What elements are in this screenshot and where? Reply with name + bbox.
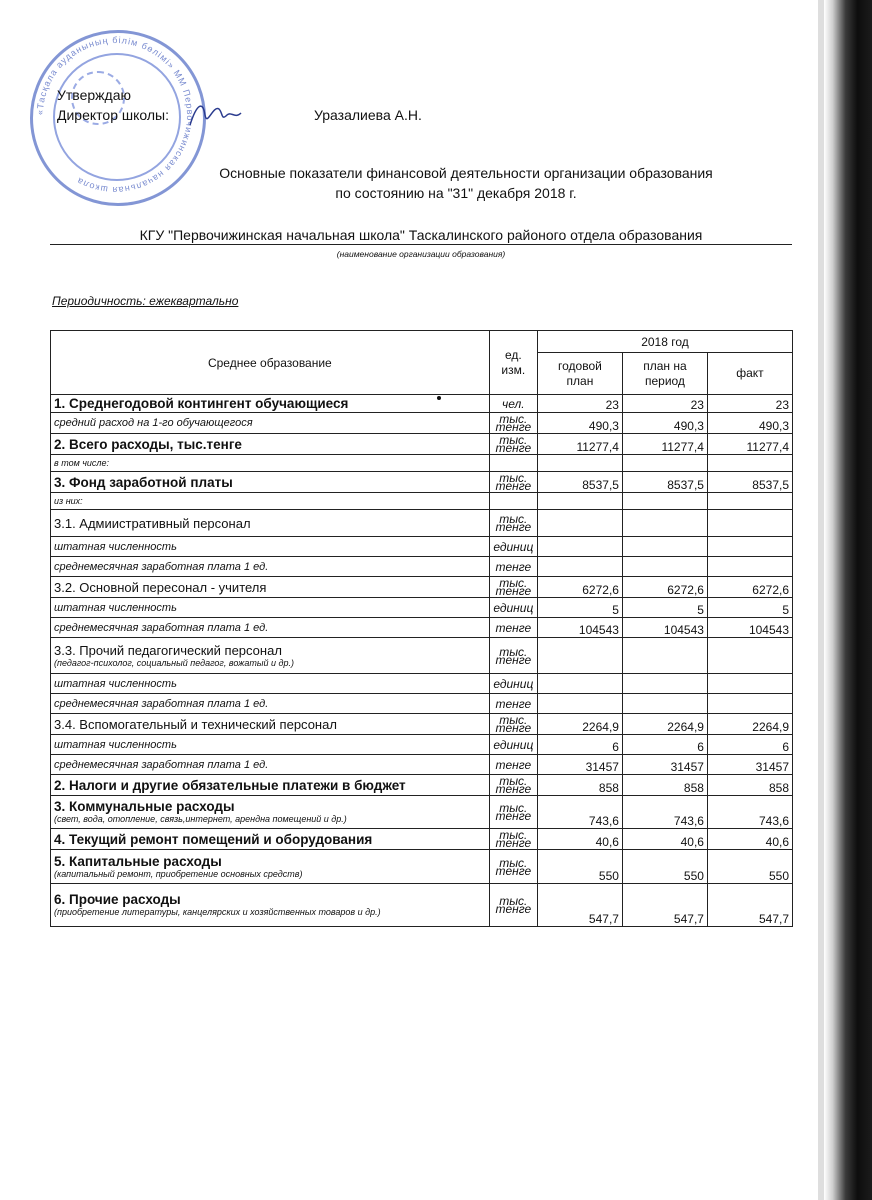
row-label: среднемесячная заработная плата 1 ед. <box>54 560 269 573</box>
row-period-plan: 858 <box>622 775 707 796</box>
organization-note: (наименование организации образования) <box>336 249 506 259</box>
row-annual-plan: 8537,5 <box>537 472 622 493</box>
row-name <box>51 735 490 755</box>
row-period-plan: 23 <box>622 395 707 413</box>
row-name <box>51 775 490 796</box>
table-row <box>51 884 793 927</box>
row-unit: тыс. тенге <box>489 829 537 850</box>
row-period-plan: 550 <box>622 850 707 884</box>
table-row <box>51 493 793 510</box>
row-annual-plan: 11277,4 <box>537 434 622 455</box>
row-fact: 858 <box>707 775 792 796</box>
row-annual-plan <box>537 557 622 577</box>
row-period-plan: 31457 <box>622 755 707 775</box>
header-annual-plan-line2: план <box>566 373 594 388</box>
row-annual-plan <box>537 694 622 714</box>
row-unit: тыс. тенге <box>489 472 537 493</box>
signature-icon <box>185 95 245 135</box>
table-row <box>51 434 793 455</box>
row-name <box>51 577 490 598</box>
row-unit: тыс. тенге <box>489 796 537 829</box>
row-period-plan <box>622 510 707 537</box>
row-fact: 6272,6 <box>707 577 792 598</box>
row-annual-plan: 5 <box>537 598 622 618</box>
row-period-plan <box>622 557 707 577</box>
header-period-plan <box>622 353 707 395</box>
row-annual-plan <box>537 674 622 694</box>
row-annual-plan: 6272,6 <box>537 577 622 598</box>
row-sublabel: (приобретение литературы, канцелярских и хозяйственных товаров и др.) <box>54 907 381 917</box>
header-name: Среднее образование <box>51 331 490 395</box>
row-name <box>51 493 490 510</box>
table-row <box>51 674 793 694</box>
row-fact: 23 <box>707 395 792 413</box>
title-line1: Основные показатели финансовой деятельности организации образования <box>219 165 713 181</box>
row-period-plan: 8537,5 <box>622 472 707 493</box>
row-fact: 490,3 <box>707 413 792 434</box>
row-unit: тенге <box>489 755 537 775</box>
row-name <box>51 850 490 884</box>
table-row <box>51 537 793 557</box>
row-unit <box>489 455 537 472</box>
row-unit: тенге <box>489 618 537 638</box>
row-annual-plan: 23 <box>537 395 622 413</box>
row-fact <box>707 510 792 537</box>
row-unit: тыс. тенге <box>489 413 537 434</box>
row-period-plan <box>622 455 707 472</box>
row-name <box>51 598 490 618</box>
row-label: штатная численность <box>54 738 177 751</box>
row-unit: тенге <box>489 557 537 577</box>
row-annual-plan <box>537 537 622 557</box>
row-period-plan <box>622 694 707 714</box>
table-row <box>51 510 793 537</box>
row-annual-plan: 6 <box>537 735 622 755</box>
row-fact: 550 <box>707 850 792 884</box>
row-unit: тыс. тенге <box>489 638 537 674</box>
row-fact: 5 <box>707 598 792 618</box>
row-label: из них: <box>54 496 83 506</box>
row-annual-plan: 550 <box>537 850 622 884</box>
row-annual-plan: 2264,9 <box>537 714 622 735</box>
row-name <box>51 510 490 537</box>
row-sublabel: (свет, вода, отопление, связь,интернет, арендна помещений и др.) <box>54 814 347 824</box>
row-unit: тыс. тенге <box>489 577 537 598</box>
row-fact: 40,6 <box>707 829 792 850</box>
row-period-plan: 490,3 <box>622 413 707 434</box>
row-label: 3.3. Прочий педагогический персонал <box>54 642 282 658</box>
row-fact <box>707 638 792 674</box>
row-period-plan <box>622 638 707 674</box>
row-name <box>51 455 490 472</box>
row-annual-plan <box>537 455 622 472</box>
row-name <box>51 755 490 775</box>
row-name <box>51 694 490 714</box>
row-label: 5. Капитальные расходы <box>54 853 222 869</box>
table-row <box>51 455 793 472</box>
table-row <box>51 557 793 577</box>
director-label: Директор школы: <box>57 107 169 123</box>
financial-table <box>50 330 793 927</box>
row-name <box>51 537 490 557</box>
row-fact: 31457 <box>707 755 792 775</box>
row-fact: 2264,9 <box>707 714 792 735</box>
header-year: 2018 год <box>537 331 792 353</box>
row-period-plan: 743,6 <box>622 796 707 829</box>
row-label: штатная численность <box>54 540 177 553</box>
row-period-plan: 5 <box>622 598 707 618</box>
row-name <box>51 674 490 694</box>
row-sublabel: (капитальный ремонт, приобретение основных средств) <box>54 868 303 879</box>
table-row <box>51 472 793 493</box>
approve-label: Утверждаю <box>57 87 131 103</box>
row-label: среднемесячная заработная плата 1 ед. <box>54 621 269 634</box>
row-fact: 8537,5 <box>707 472 792 493</box>
row-annual-plan <box>537 638 622 674</box>
row-label: 3.1. Адмиистративный персонал <box>54 515 251 531</box>
row-unit: тыс. тенге <box>489 714 537 735</box>
row-name <box>51 472 490 493</box>
row-period-plan: 6272,6 <box>622 577 707 598</box>
row-fact: 743,6 <box>707 796 792 829</box>
row-annual-plan: 40,6 <box>537 829 622 850</box>
row-label: 3.2. Основной пересонал - учителя <box>54 579 267 595</box>
row-annual-plan: 743,6 <box>537 796 622 829</box>
row-label: среднемесячная заработная плата 1 ед. <box>54 758 269 771</box>
row-fact: 547,7 <box>707 884 792 927</box>
row-label: среднемесячная заработная плата 1 ед. <box>54 697 269 710</box>
row-name <box>51 638 490 674</box>
row-period-plan <box>622 493 707 510</box>
row-label: 1. Среднегодовой контингент обучающиеся <box>54 396 349 411</box>
row-name <box>51 884 490 927</box>
table-row <box>51 755 793 775</box>
organization-name: КГУ "Первочижинская начальная школа" Таскалинского районого отдела образования <box>50 227 792 245</box>
header-period-plan-line2: период <box>644 373 685 388</box>
row-name <box>51 395 490 413</box>
director-name: Уразалиева А.Н. <box>314 107 422 123</box>
table-row <box>51 735 793 755</box>
row-period-plan <box>622 674 707 694</box>
table-row <box>51 850 793 884</box>
row-period-plan: 40,6 <box>622 829 707 850</box>
row-name <box>51 413 490 434</box>
row-label: 3. Фонд заработной платы <box>54 474 233 490</box>
row-fact <box>707 537 792 557</box>
header-annual-plan <box>537 353 622 395</box>
row-unit: чел. <box>489 395 537 413</box>
table-row <box>51 598 793 618</box>
row-unit: тенге <box>489 694 537 714</box>
row-unit: единиц <box>489 537 537 557</box>
row-period-plan: 2264,9 <box>622 714 707 735</box>
row-name <box>51 796 490 829</box>
row-unit: тыс. тенге <box>489 434 537 455</box>
row-label: средний расход на 1-го обучающегося <box>54 417 253 429</box>
row-fact: 6 <box>707 735 792 755</box>
row-unit: тыс. тенге <box>489 850 537 884</box>
row-unit: единиц <box>489 598 537 618</box>
row-unit: тыс. тенге <box>489 775 537 796</box>
table-row <box>51 577 793 598</box>
table-row <box>51 395 793 413</box>
row-label: штатная численность <box>54 677 177 690</box>
row-label: 4. Текущий ремонт помещений и оборудования <box>54 831 373 847</box>
row-unit: единиц <box>489 674 537 694</box>
table-row <box>51 638 793 674</box>
row-annual-plan: 31457 <box>537 755 622 775</box>
row-label: 2. Налоги и другие обязательные платежи в бюджет <box>54 777 406 793</box>
row-annual-plan: 490,3 <box>537 413 622 434</box>
row-unit: тыс. тенге <box>489 510 537 537</box>
row-fact <box>707 557 792 577</box>
row-fact: 104543 <box>707 618 792 638</box>
row-period-plan: 6 <box>622 735 707 755</box>
table-row <box>51 796 793 829</box>
row-sublabel: (педагог-психолог, социальный педагог, вожатый и др.) <box>54 657 294 668</box>
table-row <box>51 413 793 434</box>
row-unit <box>489 493 537 510</box>
header-unit-line1: ед. <box>504 347 522 362</box>
row-period-plan: 104543 <box>622 618 707 638</box>
row-annual-plan <box>537 510 622 537</box>
row-name <box>51 557 490 577</box>
row-name <box>51 829 490 850</box>
table-row <box>51 694 793 714</box>
approval-block <box>57 85 422 125</box>
table-row <box>51 714 793 735</box>
row-label: 2. Всего расходы, тыс.тенге <box>54 436 242 452</box>
row-period-plan <box>622 537 707 557</box>
row-fact <box>707 493 792 510</box>
row-annual-plan: 104543 <box>537 618 622 638</box>
row-name <box>51 434 490 455</box>
row-name <box>51 618 490 638</box>
row-label: 6. Прочие расходы <box>54 892 181 907</box>
row-annual-plan: 547,7 <box>537 884 622 927</box>
periodicity: Периодичность: ежеквартально <box>52 294 239 308</box>
row-fact <box>707 694 792 714</box>
header-period-plan-line1: план на <box>643 358 687 373</box>
row-fact <box>707 674 792 694</box>
row-label: в том числе: <box>54 458 110 468</box>
title-line2: по состоянию на "31" декабря 2018 г. <box>335 185 577 201</box>
row-annual-plan: 858 <box>537 775 622 796</box>
row-unit: тыс. тенге <box>489 884 537 927</box>
row-annual-plan <box>537 493 622 510</box>
table-row <box>51 618 793 638</box>
table-row <box>51 775 793 796</box>
row-label: 3.4. Вспомогательный и технический персонал <box>54 716 337 732</box>
row-label: штатная численность <box>54 601 177 614</box>
header-fact: факт <box>707 353 792 395</box>
row-fact: 11277,4 <box>707 434 792 455</box>
row-period-plan: 547,7 <box>622 884 707 927</box>
row-period-plan: 11277,4 <box>622 434 707 455</box>
ink-dot <box>437 396 441 400</box>
header-unit <box>489 331 537 395</box>
header-annual-plan-line1: годовой <box>558 358 602 373</box>
row-unit: единиц <box>489 735 537 755</box>
row-fact <box>707 455 792 472</box>
row-name <box>51 714 490 735</box>
row-label: 3. Коммунальные расходы <box>54 799 235 814</box>
svg-text:«Тасқала ауданының білім бөлім: «Тасқала ауданының білім бөлімі» ММ Первочижинская начальная школа <box>34 34 196 196</box>
header-unit-line2: изм. <box>501 362 526 377</box>
table-row <box>51 829 793 850</box>
